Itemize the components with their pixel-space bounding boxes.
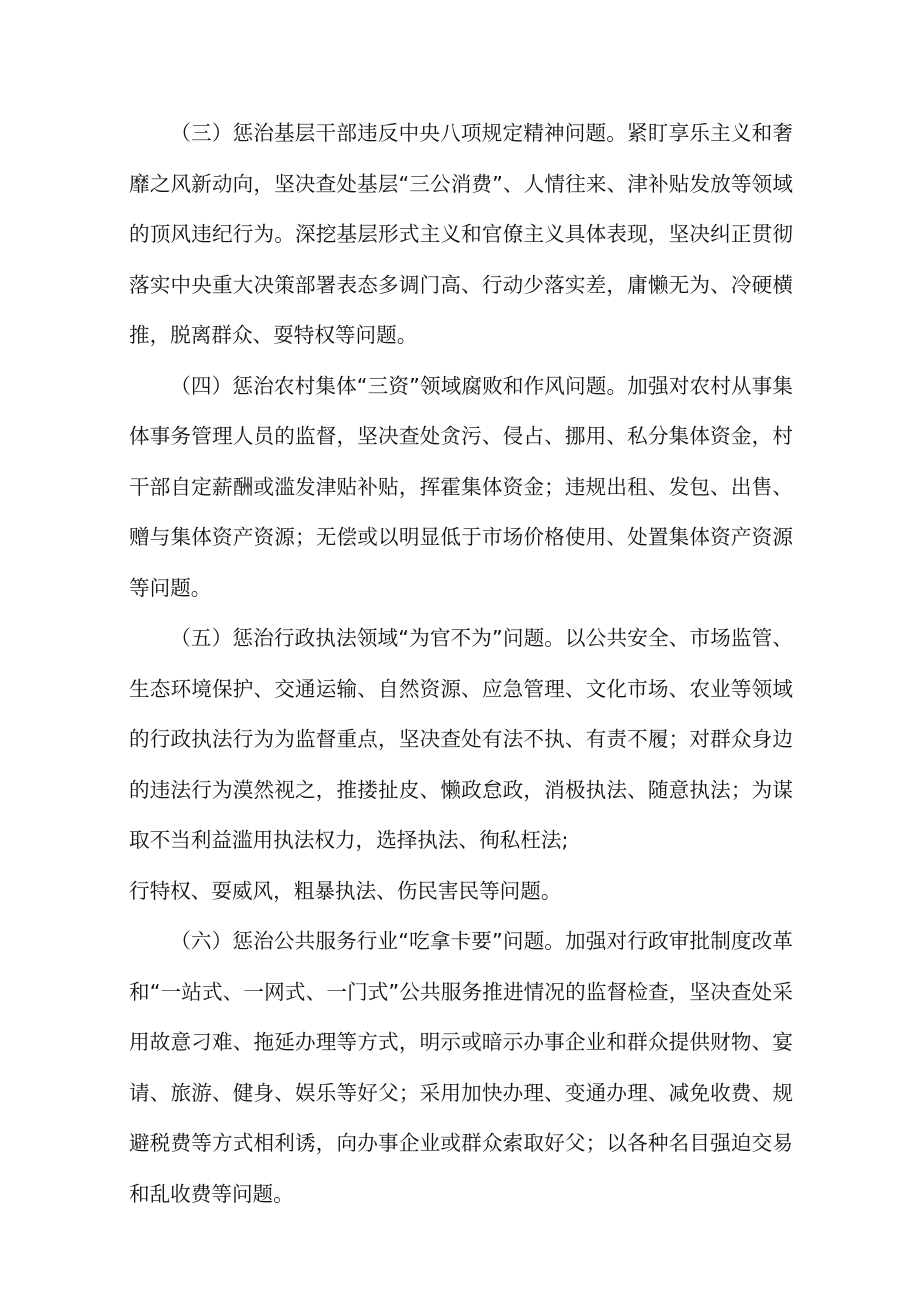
paragraph-san: （三）惩治基层干部违反中央八项规定精神问题。紧盯享乐主义和奢靡之风新动向，坚决查处基层“三公消费”、人情往来、津补贴发放等领域的顶风违纪行为。深挖基层形式主义和官僚主义具体表现，坚决纠正贯彻落实中央重大决策部署表态多调门高、行动少落实差，庸懒无为、冷硬横推，脱离群众、耍特权等问题。	[129, 121, 793, 347]
document-body	[129, 108, 793, 1219]
paragraph-si: （四）惩治农村集体“三资”领域腐败和作风问题。加强对农村从事集体事务管理人员的监督，坚决查处贪污、侵占、挪用、私分集体资金，村干部自定薪酬或滥发津贴补贴，挥霍集体资金；违规出租、发包、出售、赠与集体资产资源；无偿或以明显低于市场价格使用、处置集体资产资源等问题。	[129, 373, 793, 600]
paragraph-liu: （六）惩治公共服务行业“吃拿卡要”问题。加强对行政审批制度改革和“一站式、一网式、一门式”公共服务推进情况的监督检查，坚决查处采用故意刁难、拖延办理等方式，明示或暗示办事企业和群众提供财物、宴请、旅游、健身、娱乐等好父；采用加快办理、变通办理、减免收费、规避税费等方式相利诱，向办事企业或群众索取好父；以各种名目强迫交易和乱收费等问题。	[129, 929, 793, 1206]
paragraph-wu: （五）惩治行政执法领域“为官不为”问题。以公共安全、市场监管、生态环境保护、交通运输、自然资源、应急管理、文化市场、农业等领域的行政执法行为为监督重点，坚决查处有法不执、有责不履；对群众身边的违法行为漠然视之，推搂扯皮、懒政怠政，消极执法、随意执法；为谋取不当利益滥用执法权力，选择执法、徇私枉法;	[129, 626, 793, 852]
paragraph-wu-continuation: 行特权、耍威风，粗暴执法、伤民害民等问题。	[129, 878, 562, 903]
